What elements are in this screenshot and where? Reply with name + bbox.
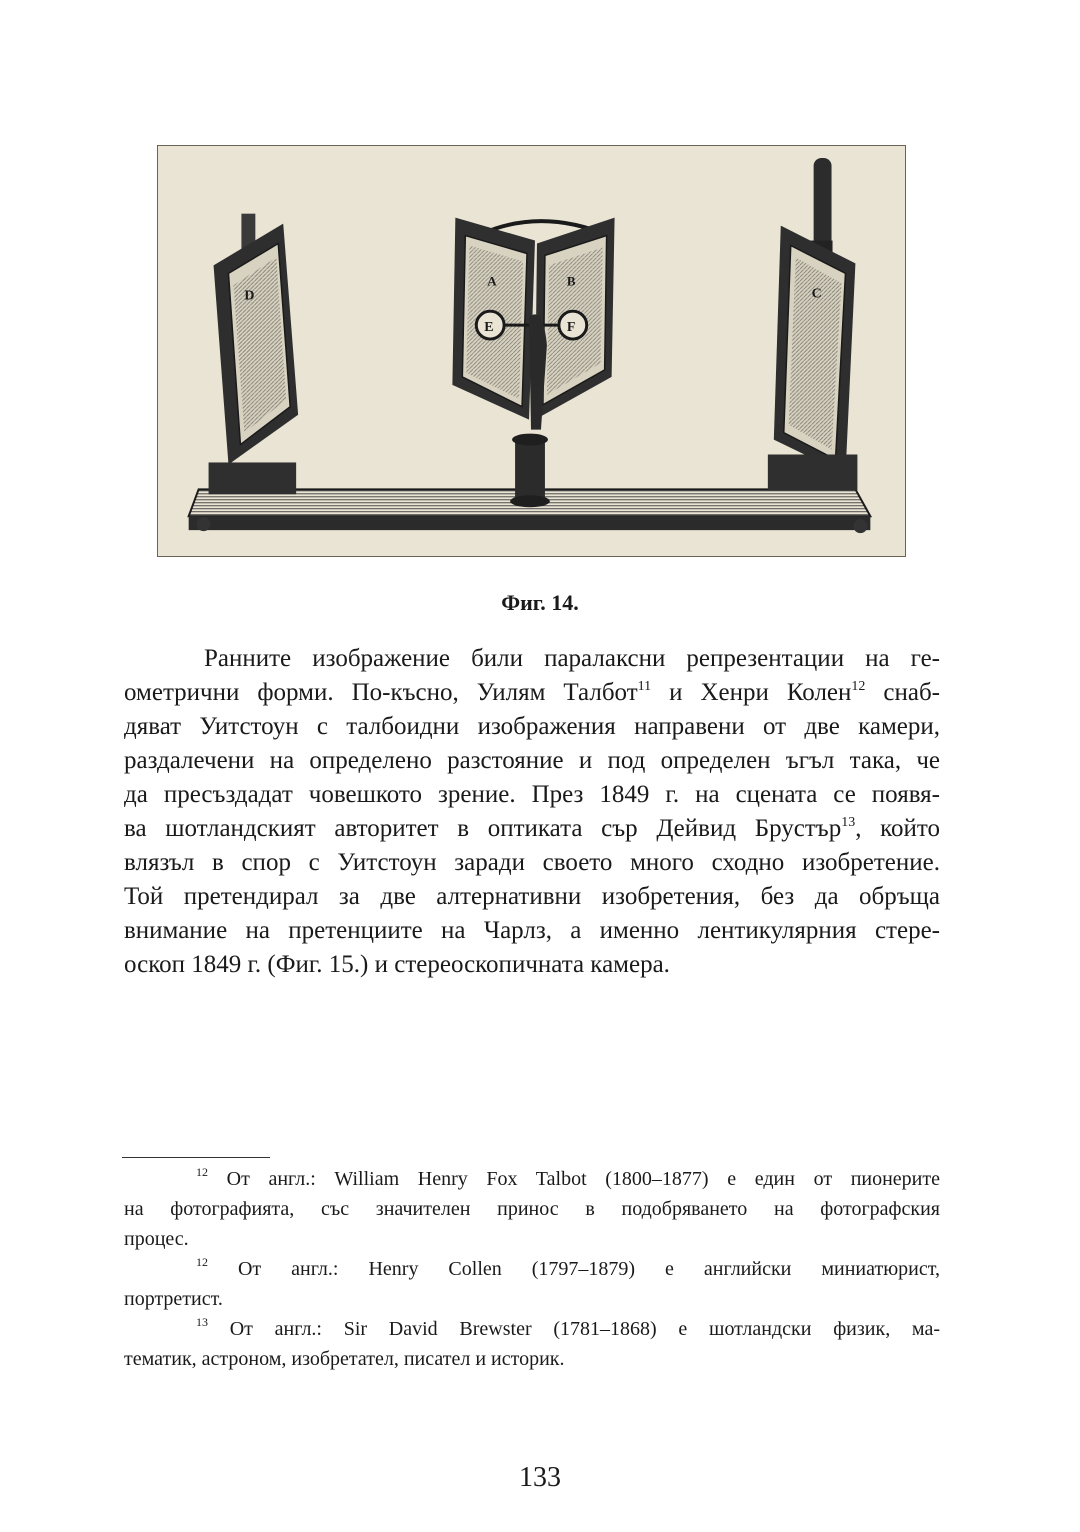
footnotes bbox=[124, 1164, 940, 1374]
paragraph-line: ометрични форми. По-късно, Уилям Талбот$^{11}$ и Хенри Колен$^{12}$ снаб- bbox=[124, 679, 940, 706]
figure-label-d: D bbox=[244, 288, 255, 304]
stereoscope-engraving-icon bbox=[158, 146, 905, 556]
figure-label-e: E bbox=[484, 320, 494, 336]
footnote-marker: 12 bbox=[196, 1165, 208, 1179]
figure-label-f: F bbox=[566, 320, 576, 336]
figure-caption: Фиг. 14. bbox=[501, 590, 579, 615]
footnote-ref-13: 13 bbox=[841, 815, 856, 830]
paragraph-line: ва шотландският авторитет в оптиката сър Дейвид Брустър$^{13}$, който bbox=[124, 815, 940, 842]
page-number: 133 bbox=[519, 1462, 561, 1493]
paragraph-line: раздалечени на определено разстояние и под определен ъгъл така, че bbox=[124, 747, 940, 774]
paragraph-line: Той претендирал за две алтернативни изобретения, без да обръща bbox=[124, 883, 940, 910]
paragraph-line: влязъл в спор с Уитстоун заради своето много сходно изобретение. bbox=[124, 849, 940, 876]
paragraph-line: Ранните изображение били паралаксни репрезентации на ге- bbox=[204, 645, 940, 672]
figure-label-a: A bbox=[487, 273, 497, 289]
body-paragraph bbox=[124, 642, 940, 982]
footnote-marker: 12 bbox=[196, 1255, 208, 1269]
paragraph-line: да пресъздадат човешкото зрение. През 1849 г. на сцената се появя- bbox=[124, 781, 940, 808]
footnote-ref-12: 12 bbox=[851, 679, 866, 694]
figure-label-c: C bbox=[811, 286, 822, 302]
footnote-12-collen: $^{12}$ От англ.: Henry Collen (1797–1879) е английски миниатюрист, портретист. bbox=[124, 1255, 940, 1310]
footnote-12-talbot: $^{12}$ От англ.: William Henry Fox Talbot (1800–1877) е един от пионерите на фотографията, със значителен принос в подобряването на фотографския процес. bbox=[124, 1165, 940, 1250]
paragraph-line: внимание на претенциите на Чарлз, а именно лентикулярния стере- bbox=[124, 917, 940, 944]
paragraph-line: оскоп 1849 г. (Фиг. 15.) и стереоскопичната камера. bbox=[124, 951, 670, 978]
footnote-marker: 13 bbox=[196, 1315, 208, 1329]
footnote-13-brewster: $^{13}$ От англ.: Sir David Brewster (1781–1868) е шотландски физик, ма- тематик, астроном, изобретател, писател и историк. bbox=[124, 1315, 940, 1370]
paragraph-line: дяват Уитстоун с талбоидни изображения направени от две камери, bbox=[124, 713, 940, 740]
figure-14-engraving bbox=[157, 145, 906, 557]
figure-label-b: B bbox=[566, 273, 576, 289]
footnote-divider bbox=[122, 1157, 270, 1158]
footnote-ref-11: 11 bbox=[637, 679, 652, 694]
